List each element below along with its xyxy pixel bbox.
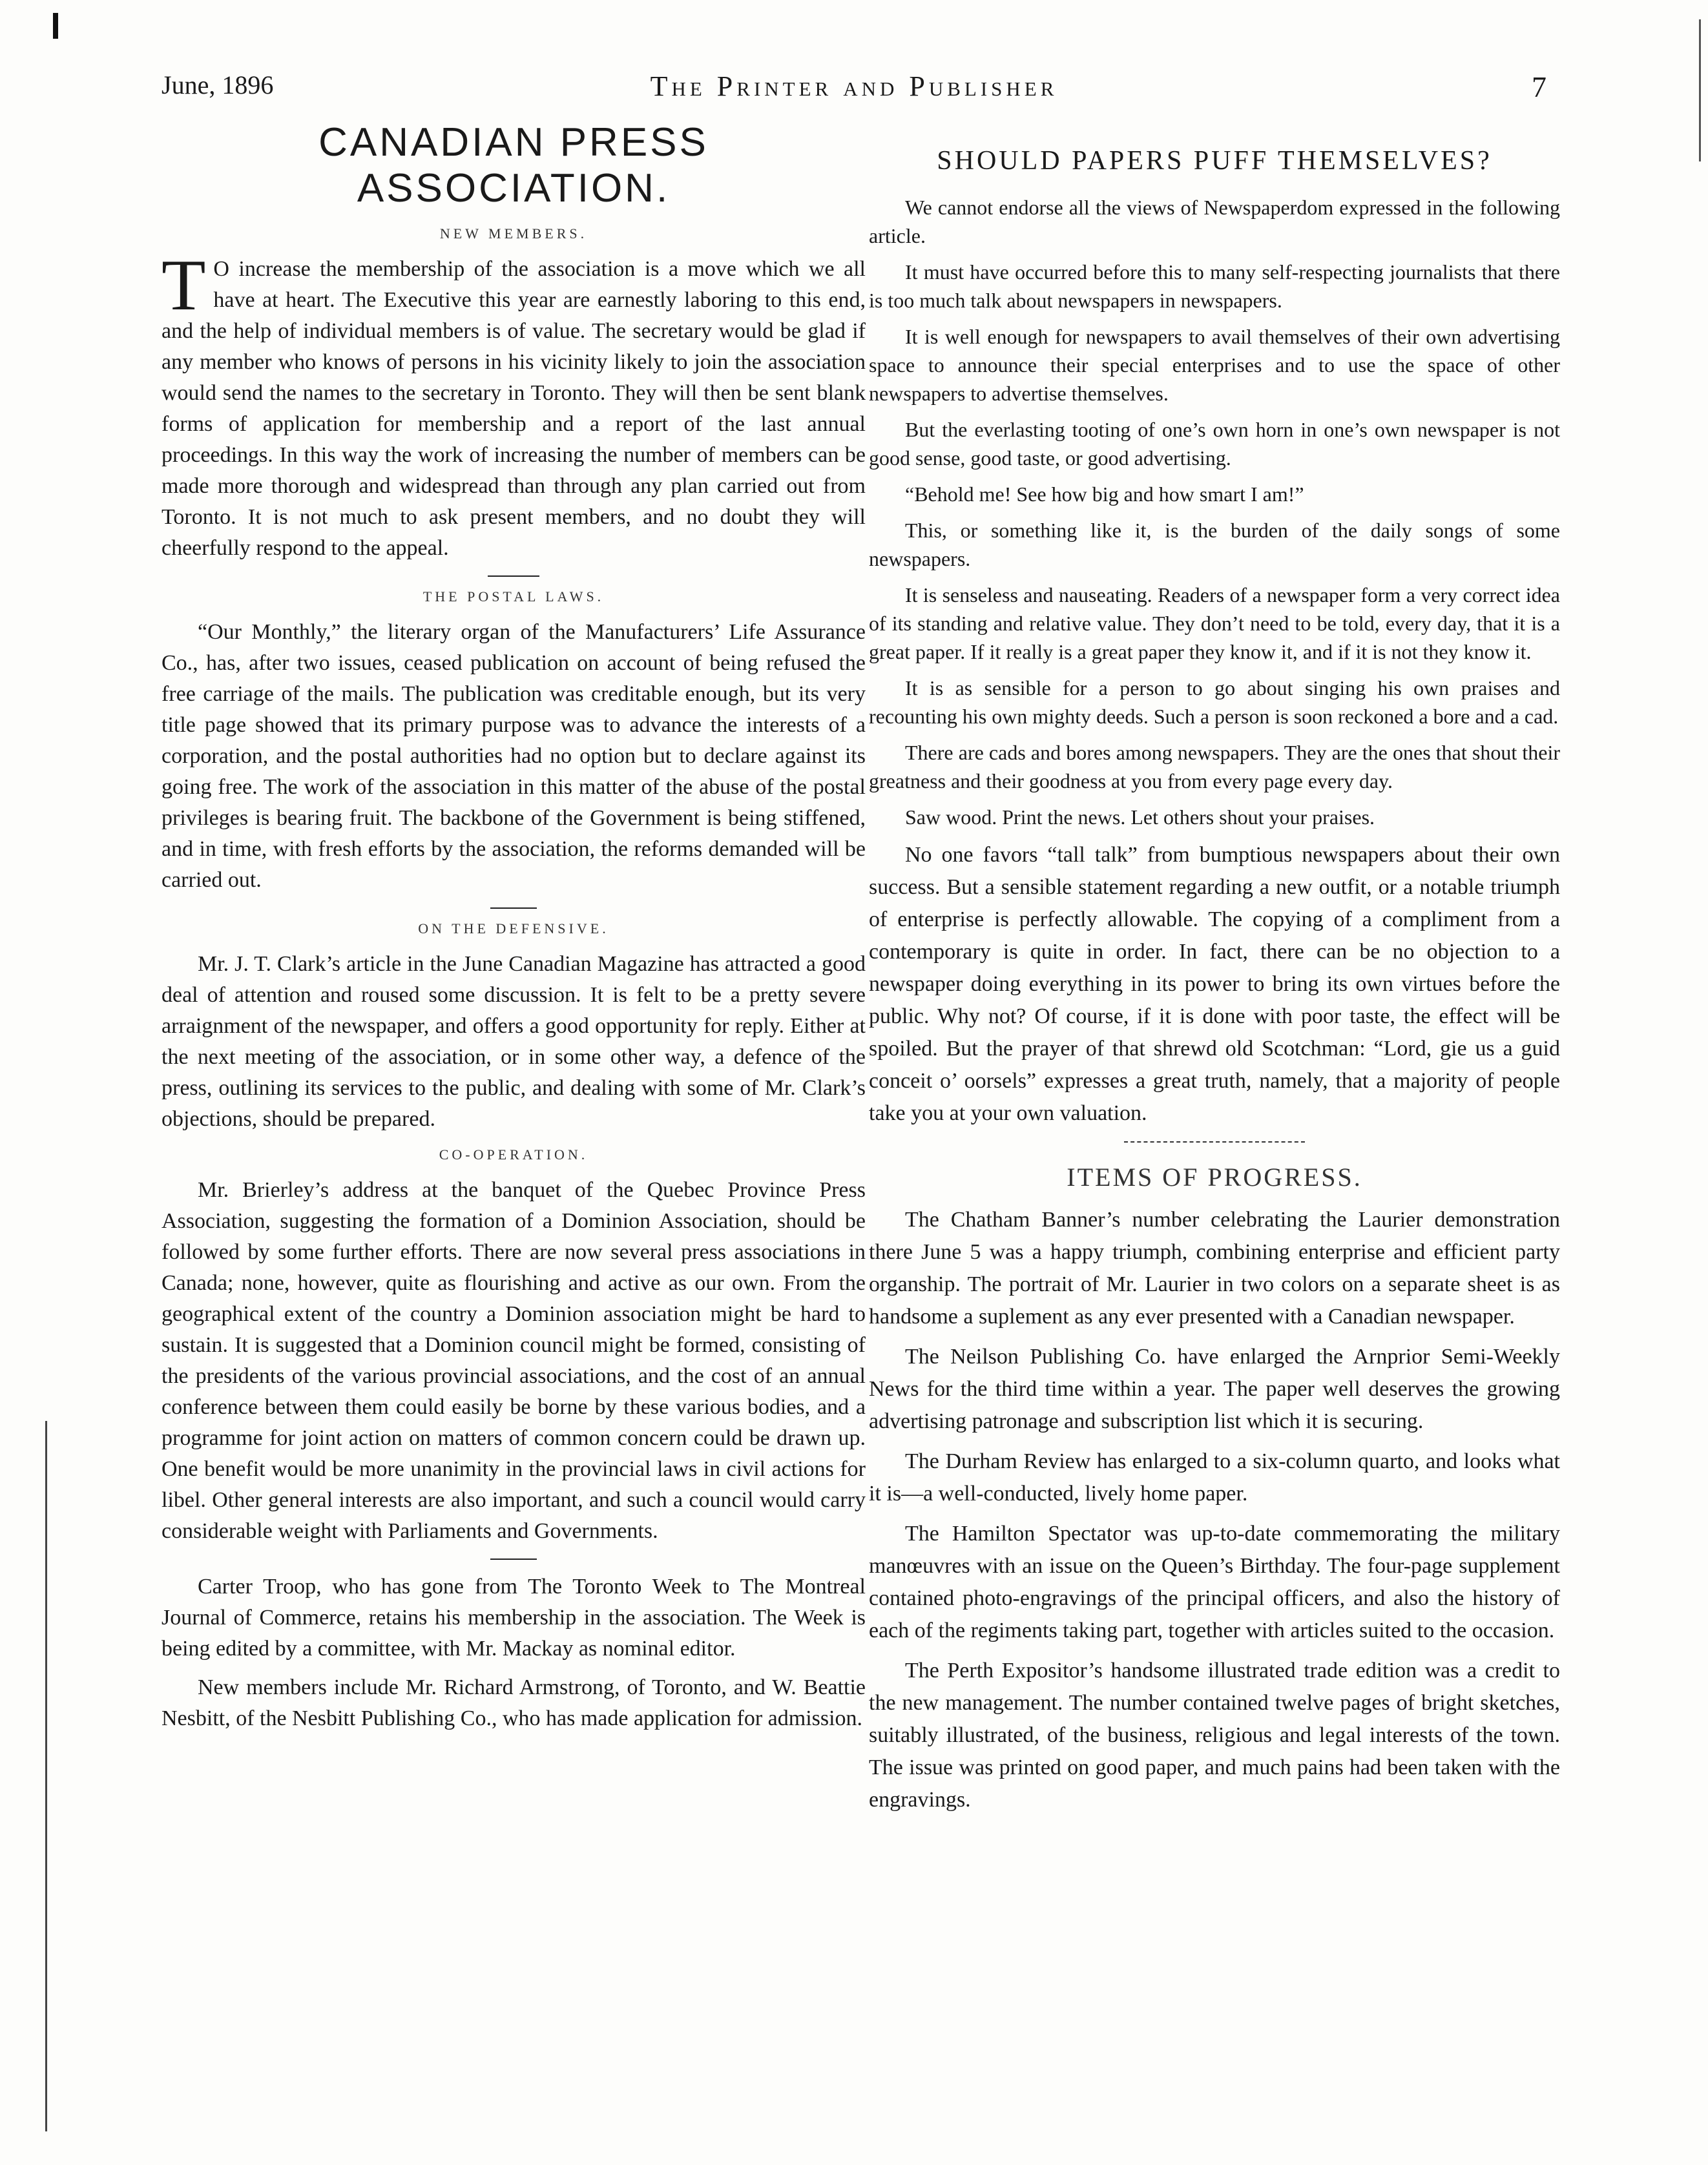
article-title: CANADIAN PRESS ASSOCIATION.: [318, 120, 709, 211]
puff-paragraph: Saw wood. Print the news. Let others shout your praises.: [905, 805, 1375, 829]
section-heading-progress: ITEMS OF PROGRESS.: [1067, 1163, 1362, 1192]
troop-paragraph: Carter Troop, who has gone from The Toronto Week to The Montreal Journal of Commerce, retains his membership in the association. The Week is being edited by a committee, with Mr. Mackay as nominal editor.: [161, 1575, 866, 1661]
scan-edge-line: [45, 1421, 47, 2131]
section-divider: [1124, 1141, 1305, 1143]
page-number: 7: [1532, 70, 1547, 103]
new-members-list-paragraph: New members include Mr. Richard Armstrong, of Toronto, and W. Beattie Nesbitt, of the Nesbitt Publishing Co., who has made application for admission.: [161, 1675, 866, 1730]
section-heading-postal-laws: THE POSTAL LAWS.: [422, 588, 605, 605]
puff-paragraph: We cannot endorse all the views of Newspaperdom expressed in the following article.: [869, 196, 1560, 247]
puff-paragraph: But the everlasting tooting of one’s own horn in one’s own newspaper is not good sense, good taste, or good advertising.: [869, 418, 1560, 470]
cooperation-paragraph: Mr. Brierley’s address at the banquet of the Quebec Province Press Association, suggesting the formation of a Dominion Association, should be followed by some further efforts. There are now several press associations in Canada; none, however, quite as flourishing and active as our own. From the geographical extent of the country a Dominion association might be hard to sustain. It is suggested that a Dominion council might be formed, consisting of the presidents of the various provincial associations, and the cost of an annual conference between them could easily be borne by these various bodies, and a programme for joint action on matters of common concern could be drawn up. One benefit would be more unanimity in the provincial laws in civil actions for libel. Other general interests are also important, and such a council would carry considerable weight with Parliaments and Governments.: [161, 1178, 866, 1543]
new-members-text: O increase the membership of the association is a move which we all have at heart. The Executive this year are earnestly laboring to this end, and the help of individual members is of value. The secretary would be glad if any member who knows of persons in his vicinity likely to join the association would send the names to the secretary in Toronto. They will then be sent blank forms of application for membership and a report of the last annual proceedings. In this way the work of increasing the number of members can be made more thorough and widespread than through any plan carried out from Toronto. It is not much to ask present members, and no doubt they will cheerfully respond to the appeal.: [161, 257, 866, 560]
progress-paragraph: The Hamilton Spectator was up-to-date commemorating the military manœuvres with an issue on the Queen’s Birthday. The four-page supplement contained photo-engravings of the principal officers, and also the history of each of the regiments taking part, together with articles suited to the occasion.: [869, 1522, 1560, 1642]
progress-paragraph: The Chatham Banner’s number celebrating the Laurier demonstration there June 5 was a happy triumph, combining enterprise and efficient party organship. The portrait of Mr. Laurier in two colors on a separate sheet is as handsome a suplement as any ever presented with a Canadian newspaper.: [869, 1208, 1560, 1329]
puff-paragraph: This, or something like it, is the burden of the daily songs of some newspapers.: [869, 519, 1560, 570]
puff-paragraph: “Behold me! See how big and how smart I am!”: [905, 482, 1304, 506]
section-divider: [490, 1559, 537, 1560]
puff-paragraph: There are cads and bores among newspapers. They are the ones that shout their greatness and their goodness at you from every page every day.: [869, 741, 1560, 792]
new-members-paragraph: [161, 245, 866, 564]
section-heading-cooperation: CO-OPERATION.: [439, 1146, 588, 1163]
issue-date: June, 1896: [161, 70, 274, 99]
drop-cap: T: [161, 245, 206, 326]
scan-mark: [53, 13, 58, 39]
scan-edge-line: [1699, 19, 1701, 161]
running-head: [161, 70, 1547, 109]
section-divider: [490, 907, 537, 909]
progress-paragraph: The Neilson Publishing Co. have enlarged the Arnprior Semi-Weekly News for the third time within a year. The paper well deserves the growing advertising patronage and subscription list which it is securing.: [869, 1345, 1560, 1433]
right-column: [869, 145, 1560, 1824]
puff-article-title: SHOULD PAPERS PUFF THEMSELVES?: [937, 146, 1492, 176]
puff-paragraph: It is well enough for newspapers to avail themselves of their own advertising space to announce their special enterprises and to use the space of other newspapers to advertise themselves.: [869, 325, 1560, 405]
section-heading-new-members: NEW MEMBERS.: [439, 225, 588, 242]
puff-paragraph: No one favors “tall talk” from bumptious newspapers about their own success. But a sensible statement regarding a new outfit, or a notable triumph of enterprise is perfectly allowable. The copying of a compliment from a contemporary is quite in order. In fact, there can be no objection to a newspaper doing everything in its power to bring its own virtues before the public. Why not? Of course, if it is done with poor taste, the effect will be spoiled. But the prayer of that shrewd old Scotchman: “Lord, gie us a guid conceit o’ oorsels” expresses a great truth, namely, that a majority of people take you at your own valuation.: [869, 843, 1560, 1125]
defensive-paragraph: Mr. J. T. Clark’s article in the June Canadian Magazine has attracted a good deal of attention and roused some discussion. It is felt to be a pretty severe arraignment of the newspaper, and offers a good opportunity for reply. Either at the next meeting of the association, or in some other way, a defence of the press, outlining its services to the public, and dealing with some of Mr. Clark’s objections, should be prepared.: [161, 952, 866, 1131]
progress-paragraph: The Perth Expositor’s handsome illustrated trade edition was a credit to the new management. The number contained twelve pages of bright sketches, suitably illustrated, of the business, religious and legal interests of the town. The issue was printed on good paper, and much pains had been taken with the engravings.: [869, 1659, 1560, 1812]
puff-paragraph: It must have occurred before this to many self-respecting journalists that there is too much talk about newspapers in newspapers.: [869, 260, 1560, 312]
progress-paragraph: The Durham Review has enlarged to a six-column quarto, and looks what it is—a well-conducted, lively home paper.: [869, 1449, 1560, 1506]
section-heading-defensive: ON THE DEFENSIVE.: [418, 920, 609, 937]
puff-paragraph: It is senseless and nauseating. Readers of a newspaper form a very correct idea of its standing and relative value. They don’t need to be told, every day, that it is a great paper. If it really is a great paper they know it, and if it is not they know it.: [869, 583, 1560, 663]
publication-title: The Printer and Publisher: [650, 70, 1058, 102]
puff-paragraph: It is as sensible for a person to go about singing his own praises and recounting his own mighty deeds. Such a person is soon reckoned a bore and a cad.: [869, 676, 1560, 728]
postal-laws-paragraph: “Our Monthly,” the literary organ of the Manufacturers’ Life Assurance Co., has, after two issues, ceased publication on account of being refused the free carriage of the mails. The publication was creditable enough, but its very title page showed that its primary purpose was to advance the interests of a corporation, and the postal authorities had no option but to declare against its going free. The work of the association in this matter of the abuse of the postal privileges is bearing fruit. The backbone of the Government is being stiffened, and in time, with fresh efforts by the association, the reforms demanded will be carried out.: [161, 620, 866, 892]
section-divider: [488, 575, 539, 577]
left-column: [161, 119, 866, 1742]
